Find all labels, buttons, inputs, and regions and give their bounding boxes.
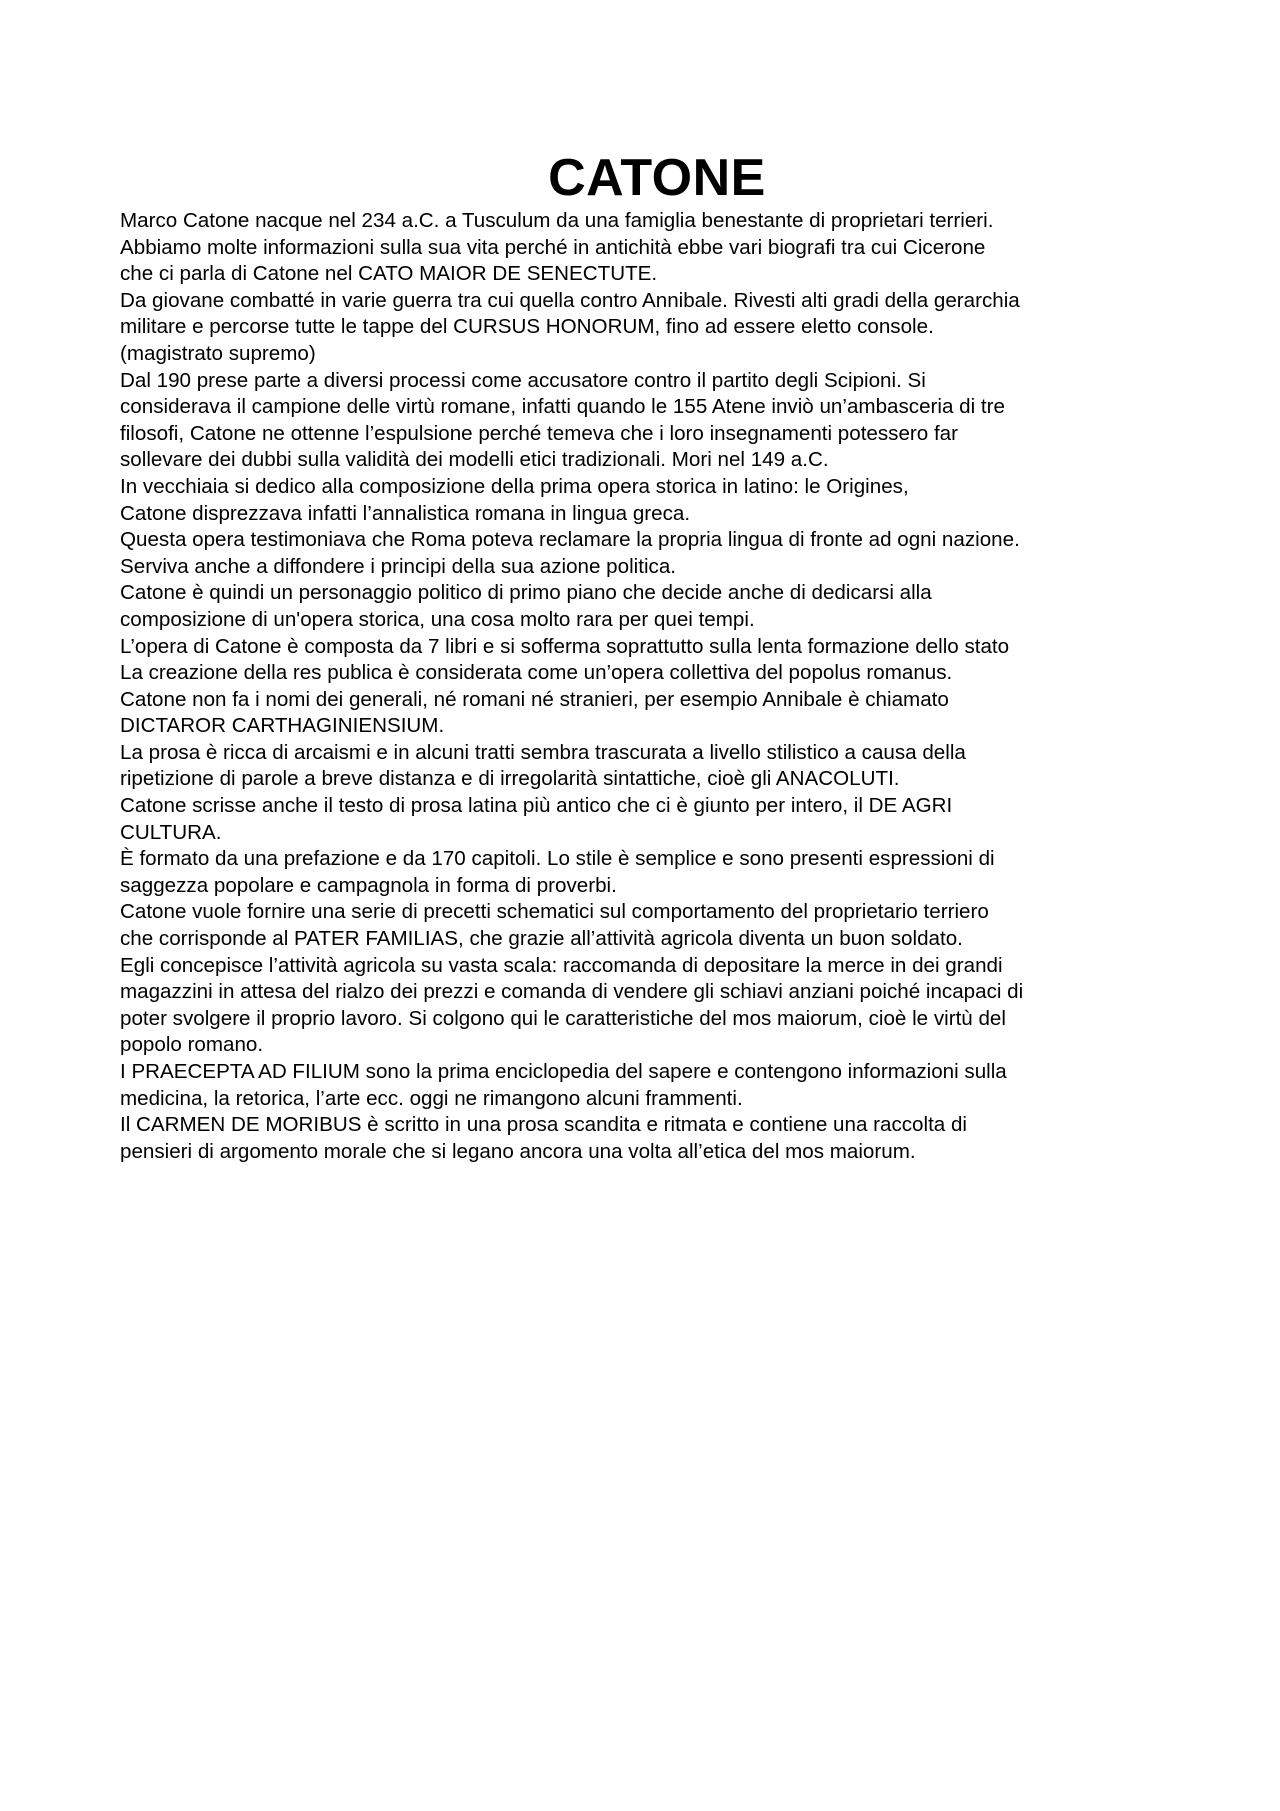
- paragraph: [120, 208, 1180, 288]
- text-line: pensieri di argomento morale che si legano ancora una volta all’etica del mos maiorum.: [120, 1139, 916, 1163]
- document-body: [120, 208, 1180, 1165]
- text-line: I PRAECEPTA AD FILIUM sono la prima enciclopedia del sapere e contengono informazioni sulla: [120, 1060, 1007, 1083]
- document-page: [120, 148, 1180, 1165]
- text-line: Catone disprezzava infatti l’annalistica romana in lingua greca.: [120, 501, 691, 525]
- paragraph: [120, 846, 1180, 899]
- paragraph: [120, 368, 1180, 474]
- text-line: Catone vuole fornire una serie di precetti schematici sul comportamento del proprietario terriero: [120, 900, 989, 924]
- text-line: La prosa è ricca di arcaismi e in alcuni tratti sembra trascurata a livello stilistico a causa della: [120, 740, 966, 764]
- text-line: (magistrato supremo): [120, 341, 316, 365]
- paragraph: [120, 527, 1180, 580]
- text-line: Catone non fa i nomi dei generali, né romani né stranieri, per esempio Annibale è chiamato: [120, 687, 949, 711]
- text-line: Marco Catone nacque nel 234 a.C. a Tusculum da una famiglia benestante di proprietari terrieri.: [120, 209, 994, 232]
- text-line: Egli concepisce l’attività agricola su vasta scala: raccomanda di depositare la merce in dei grandi: [120, 953, 1003, 977]
- paragraph: [120, 634, 1180, 740]
- text-line: popolo romano.: [120, 1033, 264, 1057]
- paragraph: [120, 1059, 1180, 1112]
- paragraph: [120, 580, 1180, 633]
- text-line: Il CARMEN DE MORIBUS è scritto in una prosa scandita e ritmata e contiene una raccolta di: [120, 1113, 967, 1137]
- text-line: Da giovane combatté in varie guerra tra cui quella contro Annibale. Rivesti alti gradi della gerarchia: [120, 288, 1020, 312]
- text-line: Abbiamo molte informazioni sulla sua vita perché in antichità ebbe vari biografi tra cui Cicerone: [120, 235, 986, 259]
- document-title: CATONE: [548, 149, 766, 207]
- paragraph: [120, 899, 1180, 952]
- paragraph: [120, 793, 1180, 846]
- text-line: Dal 190 prese parte a diversi processi come accusatore contro il partito degli Scipioni. Si: [120, 368, 926, 392]
- text-line: Serviva anche a diffondere i principi della sua azione politica.: [120, 554, 676, 578]
- text-line: poter svolgere il proprio lavoro. Si colgono qui le caratteristiche del mos maiorum, cioè le virtù del: [120, 1006, 1006, 1030]
- text-line: filosofi, Catone ne ottenne l’espulsione perché temeva che i loro insegnamenti potessero far: [120, 421, 958, 445]
- text-line: medicina, la retorica, l’arte ecc. oggi ne rimangono alcuni frammenti.: [120, 1086, 743, 1110]
- text-line: saggezza popolare e campagnola in forma di proverbi.: [120, 873, 617, 897]
- text-line: che ci parla di Catone nel CATO MAIOR DE SENECTUTE.: [120, 262, 658, 286]
- text-line: sollevare dei dubbi sulla validità dei modelli etici tradizionali. Mori nel 149 a.C.: [120, 448, 829, 472]
- text-line: In vecchiaia si dedico alla composizione della prima opera storica in latino: le Origines,: [120, 474, 909, 498]
- text-line: militare e percorse tutte le tappe del CURSUS HONORUM, fino ad essere eletto console.: [120, 315, 934, 339]
- text-line: La creazione della res publica è considerata come un’opera collettiva del popolus romanus.: [120, 661, 953, 685]
- text-line: che corrisponde al PATER FAMILIAS, che grazie all’attività agricola diventa un buon soldato.: [120, 927, 963, 951]
- paragraph: [120, 740, 1180, 793]
- text-line: Catone scrisse anche il testo di prosa latina più antico che ci è giunto per intero, il DE AGRI: [120, 794, 953, 818]
- text-line: composizione di un'opera storica, una cosa molto rara per quei tempi.: [120, 607, 755, 631]
- text-line: È formato da una prefazione e da 170 capitoli. Lo stile è semplice e sono presenti espressioni di: [120, 847, 995, 871]
- text-line: Catone è quindi un personaggio politico di primo piano che decide anche di dedicarsi alla: [120, 581, 932, 605]
- paragraph: [120, 1112, 1180, 1165]
- text-line: CULTURA.: [120, 820, 222, 844]
- text-line: magazzini in attesa del rialzo dei prezzi e comanda di vendere gli schiavi anziani poiché incapaci di: [120, 980, 1024, 1004]
- text-line: L’opera di Catone è composta da 7 libri e si sofferma soprattutto sulla lenta formazione dello stato: [120, 634, 1010, 658]
- text-line: DICTAROR CARTHAGINIENSIUM.: [120, 714, 445, 738]
- text-line: ripetizione di parole a breve distanza e di irregolarità sintattiche, cioè gli ANACOLUTI.: [120, 767, 900, 791]
- text-line: Questa opera testimoniava che Roma poteva reclamare la propria lingua di fronte ad ogni nazione.: [120, 528, 1020, 552]
- text-line: considerava il campione delle virtù romane, infatti quando le 155 Atene inviò un’ambasceria di tre: [120, 395, 1005, 419]
- paragraph: [120, 474, 1180, 527]
- paragraph: [120, 953, 1180, 1059]
- paragraph: [120, 288, 1180, 368]
